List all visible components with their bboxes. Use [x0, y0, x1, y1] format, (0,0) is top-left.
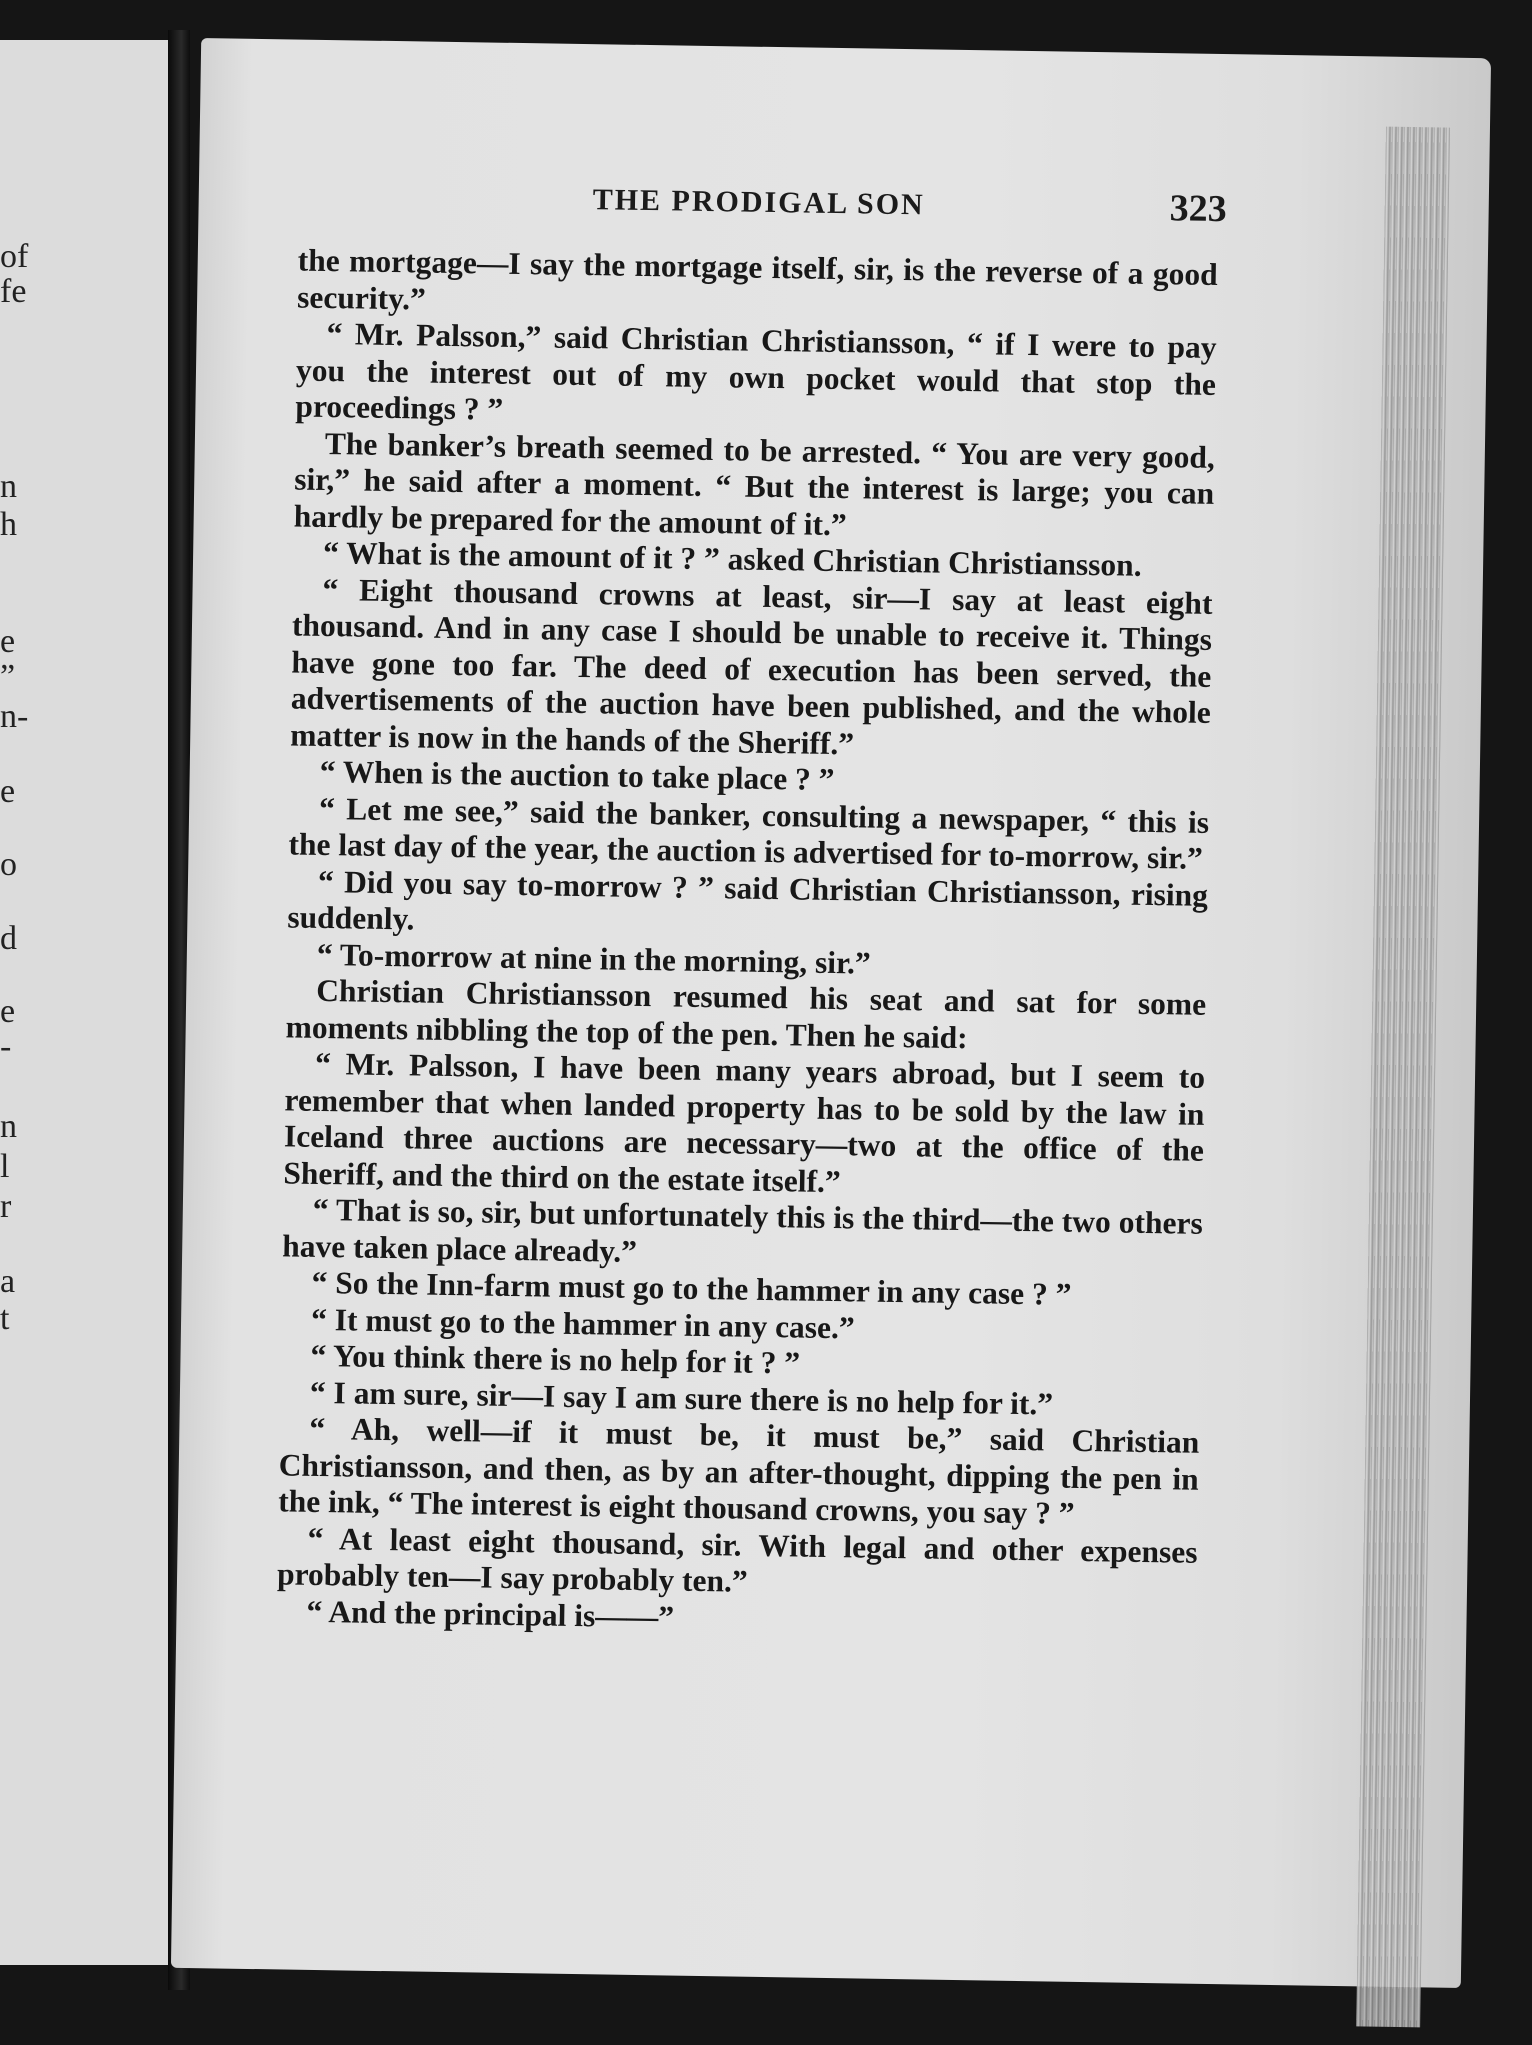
paragraph: “ It must go to the hammer in any case.”: [310, 1301, 855, 1345]
left-page-fragment: d: [0, 920, 17, 957]
right-page: [171, 38, 1491, 1988]
left-page-fragment: t: [0, 1300, 10, 1337]
page-number: 323: [1169, 187, 1228, 231]
paragraph: “ Ah, well—if it must be, it must be,” said Christian Christiansson, and then, as by an after-thought, dipping the pen in the ink, “ The interest is eight thousand crowns, you say ? ”: [277, 1410, 1200, 1531]
paragraph: “ When is the auction to take place ? ”: [319, 753, 835, 798]
left-facing-page: [0, 40, 172, 1965]
left-page-fragment: e: [0, 993, 16, 1030]
paragraph: “ Eight thousand crowns at least, sir—I say at least eight thousand. And in any case I should be unable to receive it. Things have gone too far. The deed of execution has been served, the advertisements of the auction have been published, and the whole matter is now in the hands of the Sheriff.”: [290, 571, 1213, 761]
left-page-fragment: -: [0, 1028, 12, 1065]
left-page-fragment: e: [0, 773, 16, 810]
paragraph: “ Mr. Palsson, I have been many years abroad, but I seem to remember that when landed property has to be sold by the law in Iceland three auctions are necessary—two at the office of the Sheriff, and the third on the estate itself.”: [283, 1045, 1206, 1199]
paragraph: “ To-morrow at nine in the morning, sir.”: [316, 936, 872, 981]
body-text: [276, 243, 1218, 1644]
paragraph: “ That is so, sir, but unfortunately this is the third—the two others have taken place already.”: [282, 1191, 1204, 1269]
paragraph: the mortgage—I say the mortgage itself, sir, is the reverse of a good security.”: [296, 242, 1218, 317]
left-page-fragment: n: [0, 1108, 17, 1145]
left-page-fragment: e: [0, 623, 16, 660]
page-edges: [1356, 127, 1450, 2028]
paragraph: “ At least eight thousand, sir. With legal and other expenses probably ten—I say probably ten.”: [276, 1520, 1198, 1599]
left-page-fragment: a: [0, 1263, 16, 1300]
paragraph: “ Let me see,” said the banker, consulting a newspaper, “ this is the last day of the year, the auction is advertised for to-morrow, sir.”: [288, 790, 1210, 876]
paragraph: “ Mr. Palsson,” said Christian Christiansson, “ if I were to pay you the interest out of my own pocket would that stop the proceedings ? ”: [295, 315, 1217, 427]
page-content: [276, 173, 1228, 1644]
paragraph: Christian Christiansson resumed his seat and sat for some moments nibbling the top of the pen. Then he said:: [285, 972, 1207, 1055]
paragraph: “ I am sure, sir—I say I am sure there is no help for it.”: [309, 1374, 1054, 1422]
left-page-fragment: n-: [0, 698, 29, 735]
left-page-fragment: ”: [0, 658, 16, 695]
left-page-fragment: n: [0, 468, 17, 505]
left-page-fragment: o: [0, 846, 17, 883]
left-page-fragment: of: [0, 238, 29, 275]
left-page-fragment: l: [0, 1148, 10, 1185]
paragraph: “ And the principal is——”: [306, 1593, 675, 1635]
paragraph: “ So the Inn-farm must go to the hammer in any case ? ”: [311, 1264, 1072, 1312]
paragraph: “ Did you say to-morrow ? ” said Christian Christiansson, rising suddenly.: [287, 863, 1209, 937]
left-page-fragment: r: [0, 1188, 12, 1225]
running-head: [298, 173, 1228, 257]
paragraph: “ You think there is no help for it ? ”: [310, 1337, 801, 1381]
left-page-fragment: fe: [0, 273, 27, 310]
running-title: THE PRODIGAL SON: [592, 183, 925, 222]
left-page-fragment: h: [0, 506, 17, 543]
paragraph: “ What is the amount of it ? ” asked Christian Christiansson.: [322, 534, 1142, 583]
paragraph: The banker’s breath seemed to be arrested. “ You are very good, sir,” he said after a moment. “ But the interest is large; you can hardly be prepared for the amount of it.”: [293, 425, 1216, 542]
